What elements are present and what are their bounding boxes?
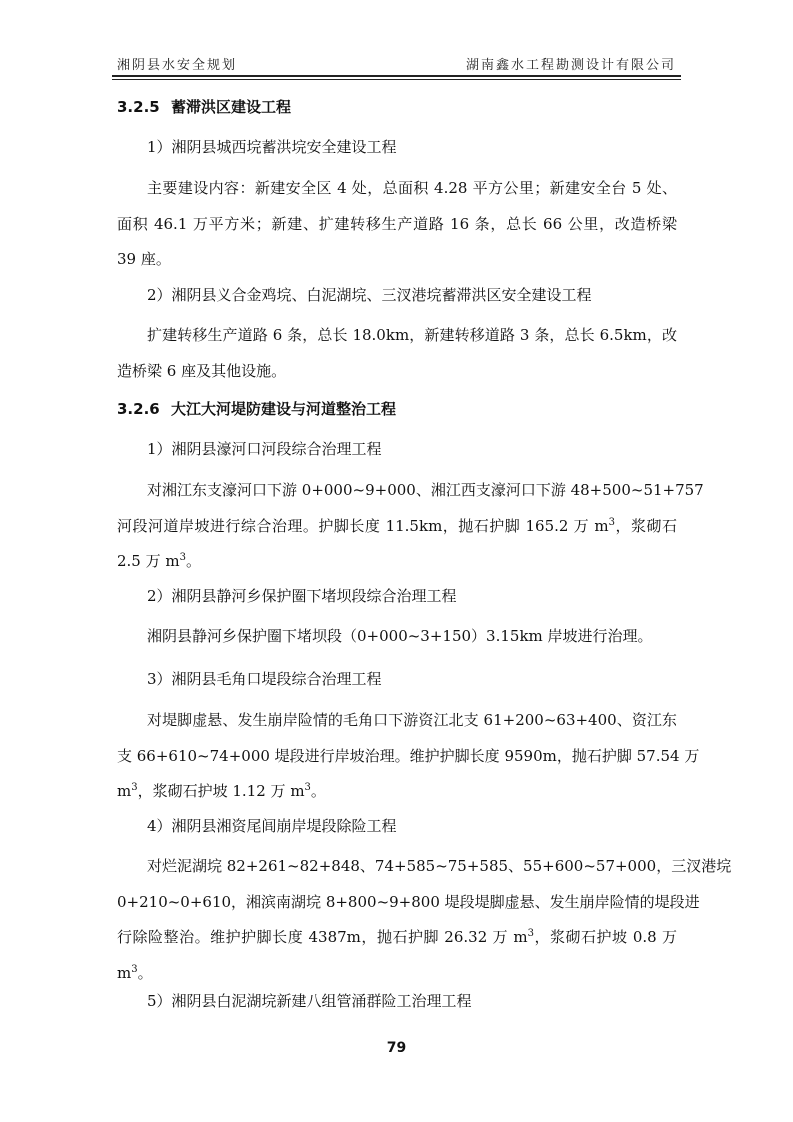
paragraph-line: 主要建设内容：新建安全区 4 处，总面积 4.28 平方公里；新建安全台 5 处、 (147, 179, 677, 197)
paragraph (117, 619, 677, 655)
paragraph (117, 703, 700, 810)
paragraph-line: 扩建转移生产道路 6 条，总长 18.0km，新建转移道路 3 条，总长 6.5km，改 (147, 326, 677, 344)
item-heading: 2）湘阴县静河乡保护圈下堵坝段综合治理工程 (147, 587, 457, 605)
section-title: 蓄滞洪区建设工程 (171, 98, 292, 116)
paragraph-line: 行除险整治。维护护脚长度 4387m，抛石护脚 26.32 万 $m^3$，浆砌石护坡 0.8 万 (117, 928, 677, 946)
page-number: 79 (386, 1040, 407, 1056)
paragraph-line: 湘阴县静河乡保护圈下堵坝段（0+000~3+150）3.15km 岸坡进行治理。 (147, 627, 653, 645)
paragraph-line: 2.5 万 $m^3$。 (117, 552, 202, 570)
paragraph-line: 河段河道岸坡进行综合治理。护脚长度 11.5km，抛石护脚 165.2 万 $m^3$，浆砌石 (117, 516, 677, 535)
section-number: 3.2.5 (117, 98, 160, 116)
item-heading: 3）湘阴县毛角口堤段综合治理工程 (147, 670, 382, 688)
paragraph (117, 849, 732, 991)
header-company-name: 湖南鑫水工程勘测设计有限公司 (465, 58, 676, 73)
section-title: 大江大河堤防建设与河道整治工程 (171, 400, 397, 418)
paragraph-line: 对湘江东支濠河口下游 0+000~9+000、湘江西支濠河口下游 48+500~51+757 (147, 481, 704, 499)
paragraph (117, 473, 704, 580)
section-number: 3.2.6 (117, 400, 160, 418)
header-document-title: 湘阴县水安全规划 (117, 58, 238, 73)
paragraph-line: $m^3$。 (117, 963, 153, 982)
paragraph-line: 面积 46.1 万平方米；新建、扩建转移生产道路 16 条，总长 66 公里，改造桥梁 (117, 214, 677, 233)
header-rule-thick (112, 75, 681, 77)
paragraph-line: 对堤脚虚悬、发生崩岸险情的毛角口下游资江北支 61+200~63+400、资江东 (147, 711, 677, 729)
item-heading: 1）湘阴县濠河口河段综合治理工程 (147, 440, 382, 458)
paragraph-line: 对烂泥湖垸 82+261~82+848、74+585~75+585、55+600~57+000，三汊港垸 (147, 857, 732, 875)
paragraph (117, 318, 677, 389)
paragraph-line: 造桥梁 6 座及其他设施。 (117, 361, 287, 380)
paragraph-line: 0+210~0+610，湘滨南湖垸 8+800~9+800 堤段堤脚虚悬、发生崩岸险情的堤段进 (117, 892, 700, 911)
item-heading: 4）湘阴县湘资尾闾崩岸堤段除险工程 (147, 817, 397, 835)
header-rule-thin (112, 79, 681, 80)
item-heading: 5）湘阴县白泥湖垸新建八组管涌群险工治理工程 (147, 992, 472, 1010)
item-heading: 2）湘阴县义合金鸡垸、白泥湖垸、三汊港垸蓄滞洪区安全建设工程 (147, 286, 592, 304)
paragraph-line: 支 66+610~74+000 堤段进行岸坡治理。维护护脚长度 9590m，抛石护脚 57.54 万 (117, 746, 700, 765)
paragraph-line: 39 座。 (117, 250, 171, 268)
section-heading-3-2-5 (117, 96, 291, 117)
paragraph-line: $m^3$，浆砌石护坡 1.12 万 $m^3$。 (117, 782, 326, 800)
item-heading: 1）湘阴县城西垸蓄洪垸安全建设工程 (147, 138, 397, 156)
page-header (117, 52, 676, 74)
section-heading-3-2-6 (117, 398, 396, 419)
paragraph (117, 171, 677, 278)
